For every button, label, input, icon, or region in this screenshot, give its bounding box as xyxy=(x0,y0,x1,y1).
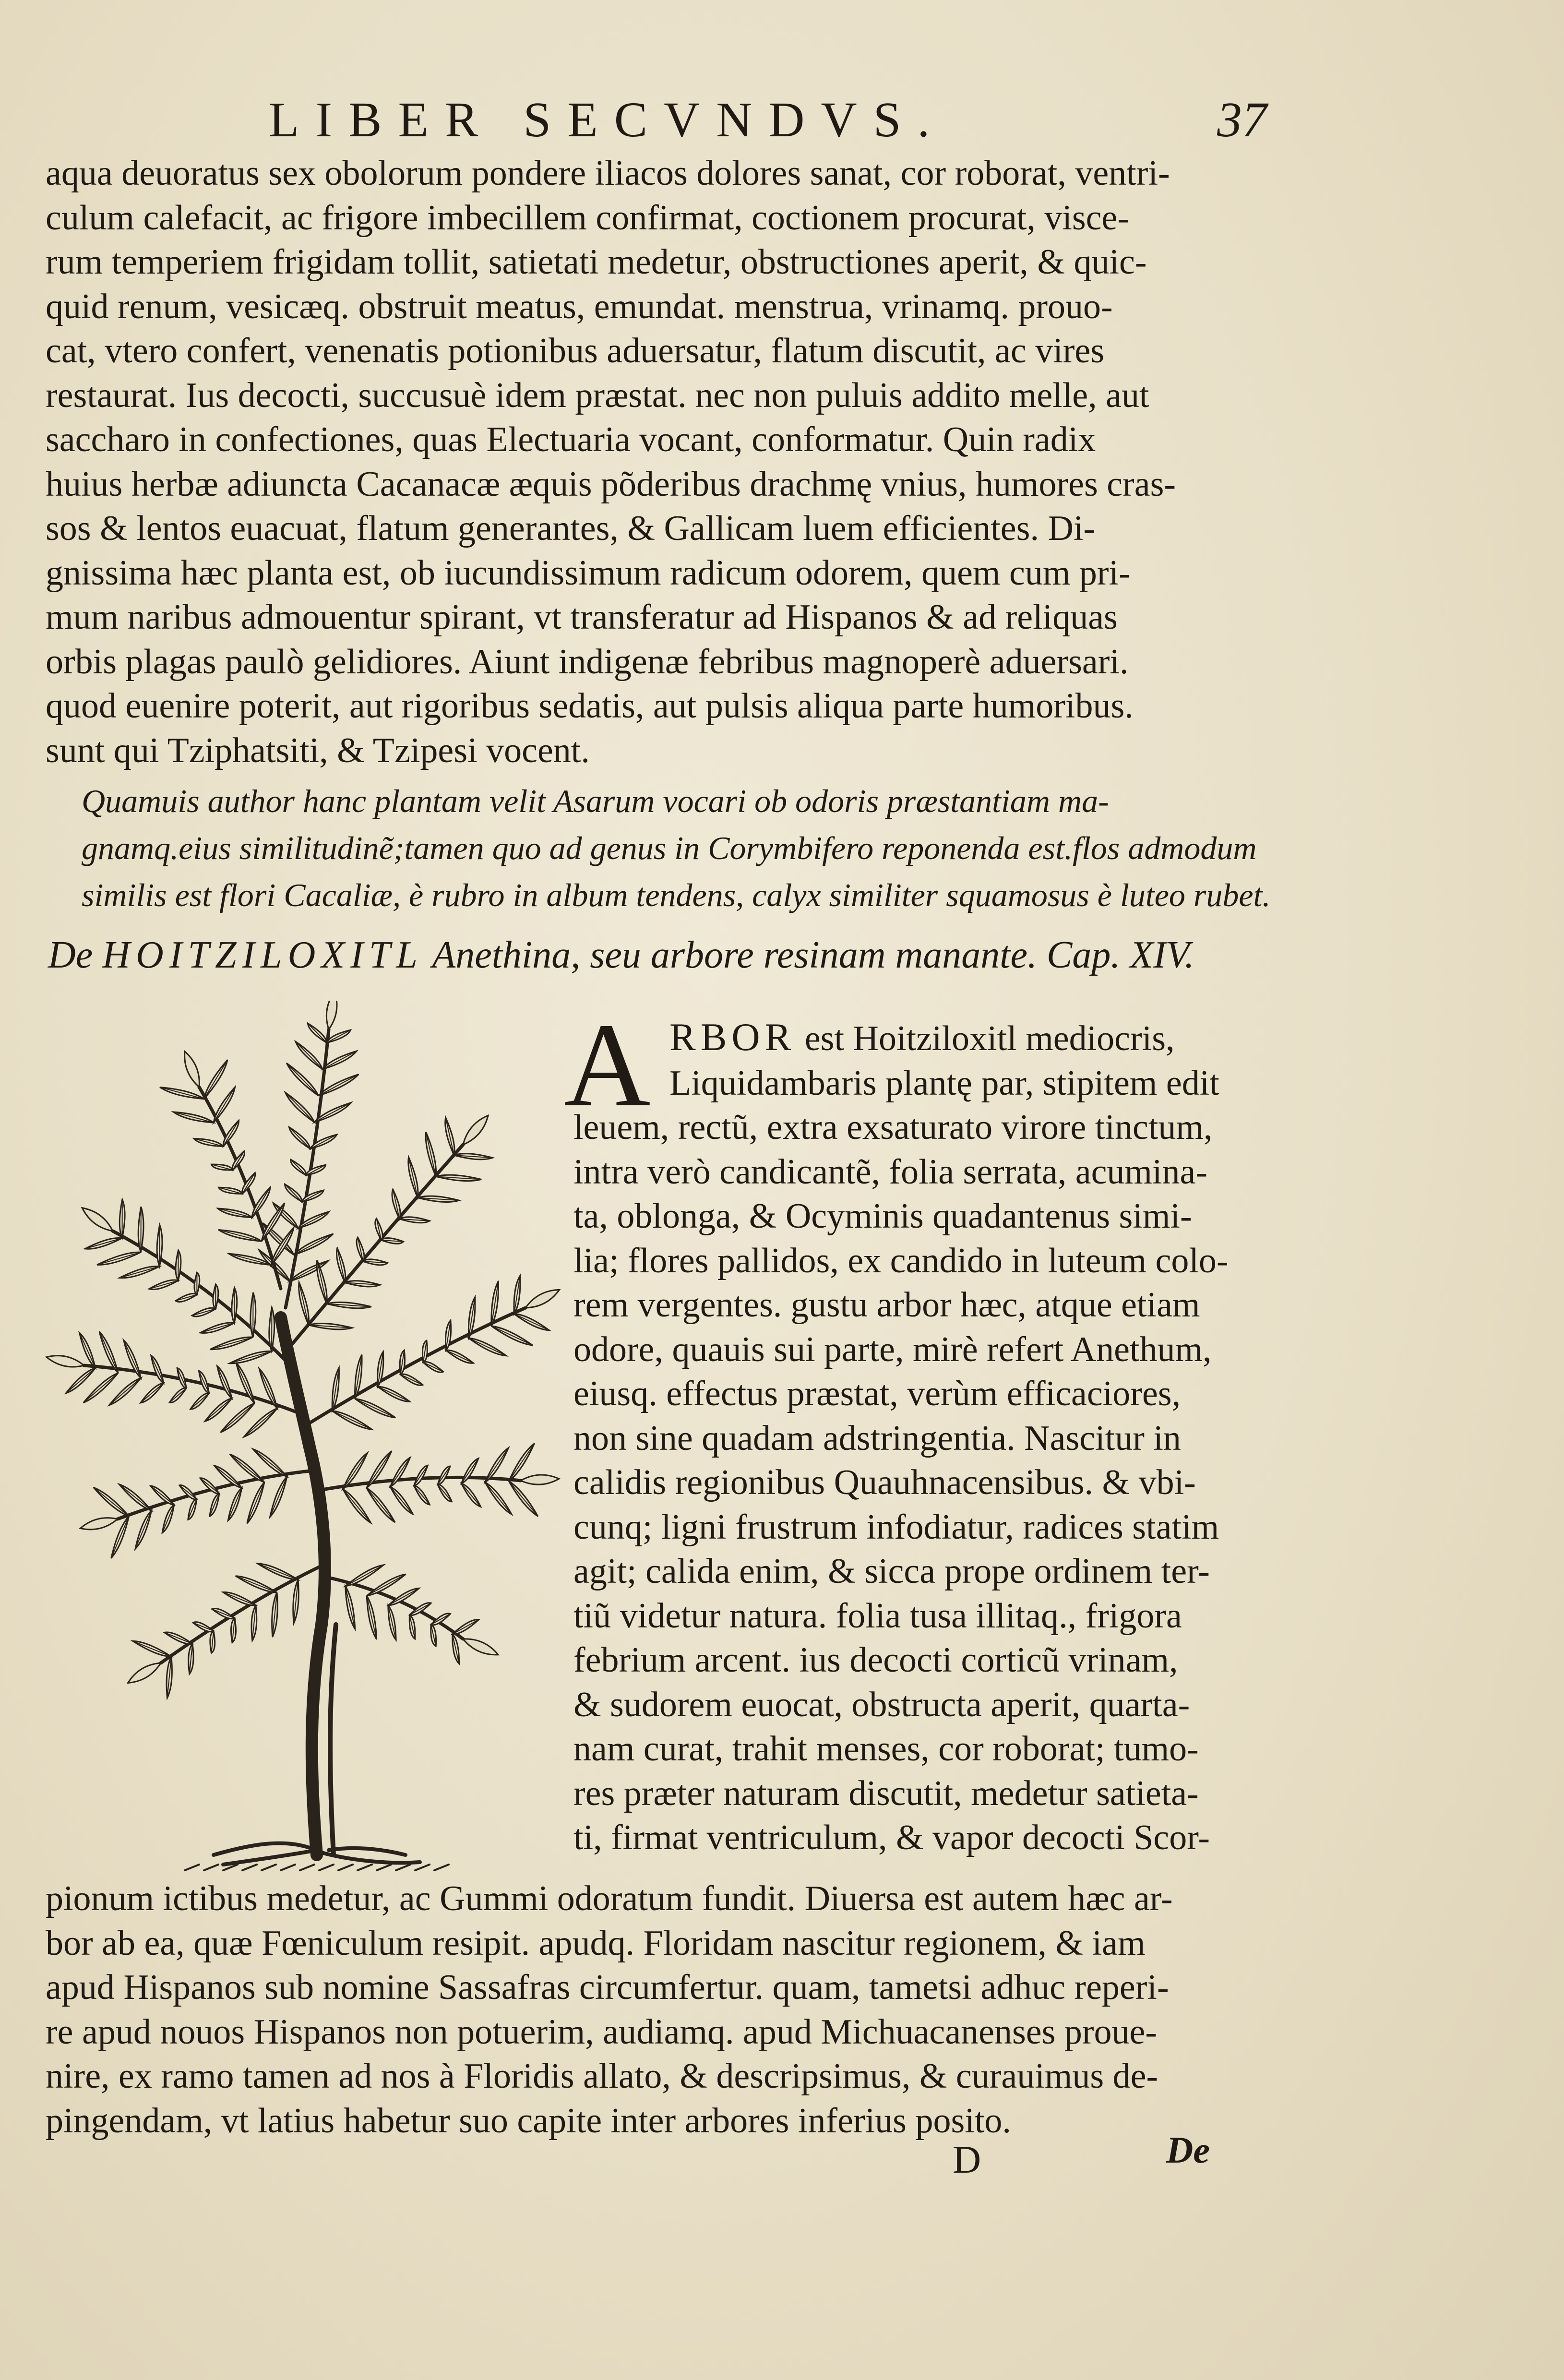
leaf-vein xyxy=(367,1488,395,1522)
leaf-vein xyxy=(270,1477,287,1517)
text-line: ti, firmat ventriculum, & vapor decocti Scor- xyxy=(573,1818,1210,1857)
leaf-vein xyxy=(160,1087,204,1099)
tree-root xyxy=(329,1848,406,1855)
leaf-vein xyxy=(453,1619,479,1634)
text-line: quid renum, vesicæq. obstruit meatus, emundat. menstrua, vrinamq. prouo- xyxy=(46,287,1113,326)
tree-trunk xyxy=(281,1317,325,1855)
leaf-vein xyxy=(469,1338,506,1356)
text-line: gnissima hæc planta est, ob iucundissimum radicum odorem, quem cum pri- xyxy=(46,553,1131,593)
ground-hatch xyxy=(242,1865,257,1870)
editorial-note xyxy=(82,777,1271,919)
leaf-vein xyxy=(97,1252,141,1265)
tree-woodcut-illustration xyxy=(41,1001,581,1884)
leaf-vein xyxy=(438,1466,450,1484)
leaf-vein xyxy=(491,1326,533,1345)
ground-hatch xyxy=(434,1865,449,1870)
paragraph-2 xyxy=(573,1015,1265,1860)
ground-hatch xyxy=(338,1865,353,1870)
ground-hatch xyxy=(185,1865,199,1870)
text-line: huius herbæ adiuncta Cacanacæ æquis põderibus drachmę vnius, humores cras- xyxy=(46,464,1176,504)
terminal-leaf xyxy=(80,1518,118,1530)
leaf-vein xyxy=(80,1333,96,1368)
leaf-vein xyxy=(346,1565,384,1586)
text-line: cunq; ligni frustrum infodiatur, radices statim xyxy=(573,1507,1219,1547)
heading-chapter-number: Cap. XIV. xyxy=(1047,934,1194,976)
page-number: 37 xyxy=(1217,92,1267,147)
text-line xyxy=(573,1015,1265,1061)
terminal-leaf xyxy=(463,1115,488,1145)
leaf-vein xyxy=(461,1483,480,1507)
text-line: pionum ictibus medetur, ac Gummi odoratum fundit. Diuersa est autem hæc ar- xyxy=(46,1879,1173,1918)
leaf-vein xyxy=(173,1112,214,1123)
leaf-vein xyxy=(446,1350,473,1363)
leaf-vein xyxy=(287,1063,318,1096)
text-line: nam curat, trahit menses, cor roborat; tumo- xyxy=(573,1729,1199,1769)
leaf-vein xyxy=(400,1375,422,1385)
leaf-vein xyxy=(94,1487,129,1516)
leaf-vein xyxy=(253,1449,287,1476)
leaf-vein xyxy=(258,1564,298,1580)
heading-plant-name: HOITZILOXITL xyxy=(102,934,423,976)
text-line: re apud nouos Hispanos non potuerim, audiamq. apud Michuacanenses proue- xyxy=(46,2012,1158,2052)
text-line: rum temperiem frigidam tollit, satietati medetur, obstructiones aperit, & quic- xyxy=(46,242,1147,282)
leaf-vein xyxy=(509,1444,534,1481)
leaf-vein xyxy=(461,1459,478,1483)
leaf-vein xyxy=(133,1641,171,1656)
leaf-vein xyxy=(289,1127,310,1148)
text-line: calidis regionibus Quauhnacensibus. & vbi- xyxy=(573,1463,1196,1502)
text-line: saccharo in confectiones, quas Electuaria vocant, conformatur. Quin radix xyxy=(46,420,1096,459)
leaf-vein xyxy=(221,1403,254,1432)
terminal-leaf xyxy=(463,1639,498,1655)
leaf-vein xyxy=(308,1023,326,1042)
leaf-vein xyxy=(426,1132,436,1176)
leaf-vein xyxy=(109,1378,141,1405)
leaf-vein xyxy=(438,1484,452,1501)
terminal-leaf xyxy=(47,1356,84,1367)
leaf-vein xyxy=(230,1454,264,1482)
chapter-heading xyxy=(48,929,1277,981)
text-line: rem vergentes. gustu arbor hæc, atque etiam xyxy=(573,1285,1200,1325)
leaf-vein xyxy=(228,1488,242,1520)
drop-cap-letter: A xyxy=(564,999,651,1132)
leaf-vein xyxy=(236,1576,277,1593)
text-line: culum calefacit, ac frigore imbecillem confirmat, coctionem procurat, visce- xyxy=(46,198,1130,238)
leaf-vein xyxy=(285,1184,302,1202)
leaf-vein xyxy=(327,1030,351,1043)
text-line: febrium arcent. ius decocti corticũ vrinam, xyxy=(573,1640,1178,1680)
leaf-vein xyxy=(247,1483,264,1523)
leaf-vein xyxy=(414,1465,428,1485)
heading-prefix: De xyxy=(48,934,93,976)
first-word: RBOR xyxy=(669,1015,796,1059)
leaf-vein xyxy=(346,1586,355,1629)
text-line: ta, oblonga, & Ocyminis quadantenus simi- xyxy=(573,1196,1192,1236)
leaf-vein xyxy=(390,1487,413,1514)
leaf-vein xyxy=(66,1368,96,1393)
text-line: orbis plagas paulò gelidiores. Aiunt indigenæ febribus magnoperè aduersari. xyxy=(46,642,1129,682)
text-line: cat, vtero confert, venenatis potionibus aduersatur, flatum discutit, ac vires xyxy=(46,331,1105,371)
leaf-vein xyxy=(291,1160,306,1175)
leaf-vein xyxy=(200,1323,234,1333)
leaf-vein xyxy=(210,1337,253,1350)
leaf-vein xyxy=(204,1060,227,1099)
ground-hatch xyxy=(281,1865,295,1870)
text-line: sos & lentos euacuat, flatum generantes, & Gallicam luem efficientes. Di- xyxy=(46,509,1096,548)
leaf-vein xyxy=(414,1486,430,1505)
text-line: quod euenire poterit, aut rigoribus sedatis, aut pulsis aliqua parte humoribus. xyxy=(46,686,1134,726)
leaf-vein xyxy=(169,1388,186,1402)
page-header xyxy=(269,91,1267,149)
terminal-leaf xyxy=(521,1475,559,1484)
leaf-vein xyxy=(343,1489,370,1523)
leaf-vein xyxy=(332,1411,371,1430)
terminal-leaf xyxy=(326,1001,337,1029)
ground-hatch xyxy=(319,1865,334,1870)
ground-hatch xyxy=(396,1865,410,1870)
terminal-leaf xyxy=(185,1052,200,1087)
text-line: pingendam, vt latius habetur suo capite inter arbores inferius posito. xyxy=(46,2101,1011,2141)
note-line: similis est flori Cacaliæ, è rubro in album tendens, calyx similiter squamosus è luteo rubet. xyxy=(82,877,1271,913)
signature-mark: D xyxy=(953,2138,981,2181)
leaf-vein xyxy=(85,1238,122,1249)
text-line: tiũ videtur natura. folia tusa illitaq., frigora xyxy=(573,1596,1182,1636)
leaf-vein xyxy=(390,1458,410,1487)
leaf-vein xyxy=(214,1087,235,1123)
text-line: nire, ex ramo tamen ad nos à Floridis allato, & descripsimus, & curauimus de- xyxy=(46,2057,1158,2096)
text-line: mum naribus admouentur spirant, vt transferatur ad Hispanos & ad reliquas xyxy=(46,598,1118,637)
ground-hatch xyxy=(358,1865,372,1870)
paragraph-1 xyxy=(46,151,1262,773)
trunk-shading xyxy=(330,1625,336,1855)
text-line: & sudorem euocat, obstructa aperit, quarta- xyxy=(573,1685,1190,1724)
leaf-vein xyxy=(296,1041,322,1069)
text-line: bor ab ea, quæ Fœniculum resipit. apudq. Floridam nascitur regionem, & iam xyxy=(46,1923,1146,1963)
terminal-leaf xyxy=(128,1663,161,1683)
leaf-vein xyxy=(119,1267,159,1278)
paragraph-3 xyxy=(46,1877,1262,2143)
text-line: restaurat. Ius decocti, succusuè idem præstat. nec non puluis addito melle, aut xyxy=(46,375,1149,415)
leaf-vein xyxy=(514,1314,549,1330)
leaf-vein xyxy=(210,1494,219,1516)
catchword: De xyxy=(1166,2129,1210,2171)
leaf-vein xyxy=(485,1483,512,1515)
leaf-vein xyxy=(84,1373,118,1403)
terminal-leaf xyxy=(82,1208,113,1231)
text-line: agit; calida enim, & sicca prope ordinem ter- xyxy=(573,1552,1210,1591)
leaf-vein xyxy=(367,1596,376,1639)
text-line: odore, quauis sui parte, mirè refert Anethum, xyxy=(573,1329,1212,1369)
text-line-rest: est Hoitziloxitl mediocris, xyxy=(796,1019,1175,1058)
text-line: sunt qui Tziphatsiti, & Tzipesi vocent. xyxy=(46,730,590,770)
leaf-vein xyxy=(205,1398,232,1421)
ground-hatch xyxy=(262,1865,276,1870)
text-line: leuem, rectũ, extra exsaturato virore tinctum, xyxy=(573,1108,1213,1147)
leaf-vein xyxy=(244,1408,277,1436)
leaf-vein xyxy=(230,1351,272,1363)
text-line: eiusq. effectus præstat, verùm efficaciores, xyxy=(573,1374,1181,1413)
terminal-leaf xyxy=(525,1290,560,1308)
text-line: res præter naturam discutit, medetur satieta- xyxy=(573,1773,1199,1813)
text-line: non sine quadam adstringentia. Nascitur in xyxy=(573,1418,1181,1458)
leaf-vein xyxy=(151,1355,164,1383)
leaf-vein xyxy=(223,1592,256,1605)
leaf-vein xyxy=(236,1363,254,1403)
ground-hatch xyxy=(204,1865,218,1870)
ground-hatch xyxy=(415,1865,430,1870)
leaf-vein xyxy=(217,1366,232,1398)
text-line: lia; flores pallidos, ex candido in luteum colo- xyxy=(573,1241,1229,1280)
leaf-vein xyxy=(286,1092,314,1122)
leaf-vein xyxy=(162,1505,174,1533)
heading-subtitle: Anethina, seu arbore resinam manante. xyxy=(432,934,1038,976)
leaf-vein xyxy=(509,1481,537,1516)
leaf-vein xyxy=(141,1383,164,1403)
leaf-vein xyxy=(119,1484,152,1510)
leaf-vein xyxy=(191,1393,209,1409)
leaf-vein xyxy=(165,1632,192,1644)
tree-branch xyxy=(113,1231,290,1365)
text-line: apud Hispanos sub nomine Sassafras circumfertur. quam, tametsi adhuc reperi- xyxy=(46,1968,1169,2007)
text-line: Liquidambaris plantę par, stipitem edit xyxy=(669,1063,1219,1103)
ground-hatch xyxy=(377,1865,391,1870)
text-line: intra verò candicantẽ, folia serrata, acumina- xyxy=(573,1152,1208,1192)
tree-root xyxy=(223,1850,317,1865)
leaf-vein xyxy=(378,1387,410,1401)
leaf-vein xyxy=(218,1230,262,1241)
leaf-vein xyxy=(135,1510,152,1549)
note-line: Quamuis author hanc plantam velit Asarum vocari ob odoris præstantiam ma- xyxy=(82,783,1109,819)
text-line: aqua deuoratus sex obolorum pondere iliacos dolores sanat, cor roborat, ventri- xyxy=(46,154,1170,193)
note-line: gnamq.eius similitudinẽ;tamen quo ad genus in Corymbifero reponenda est.flos admodum xyxy=(82,830,1257,866)
ground-hatch xyxy=(300,1865,314,1870)
running-title: LIBER SECVNDVS. xyxy=(269,92,946,147)
leaf-vein xyxy=(367,1574,406,1596)
leaf-vein xyxy=(355,1399,395,1417)
